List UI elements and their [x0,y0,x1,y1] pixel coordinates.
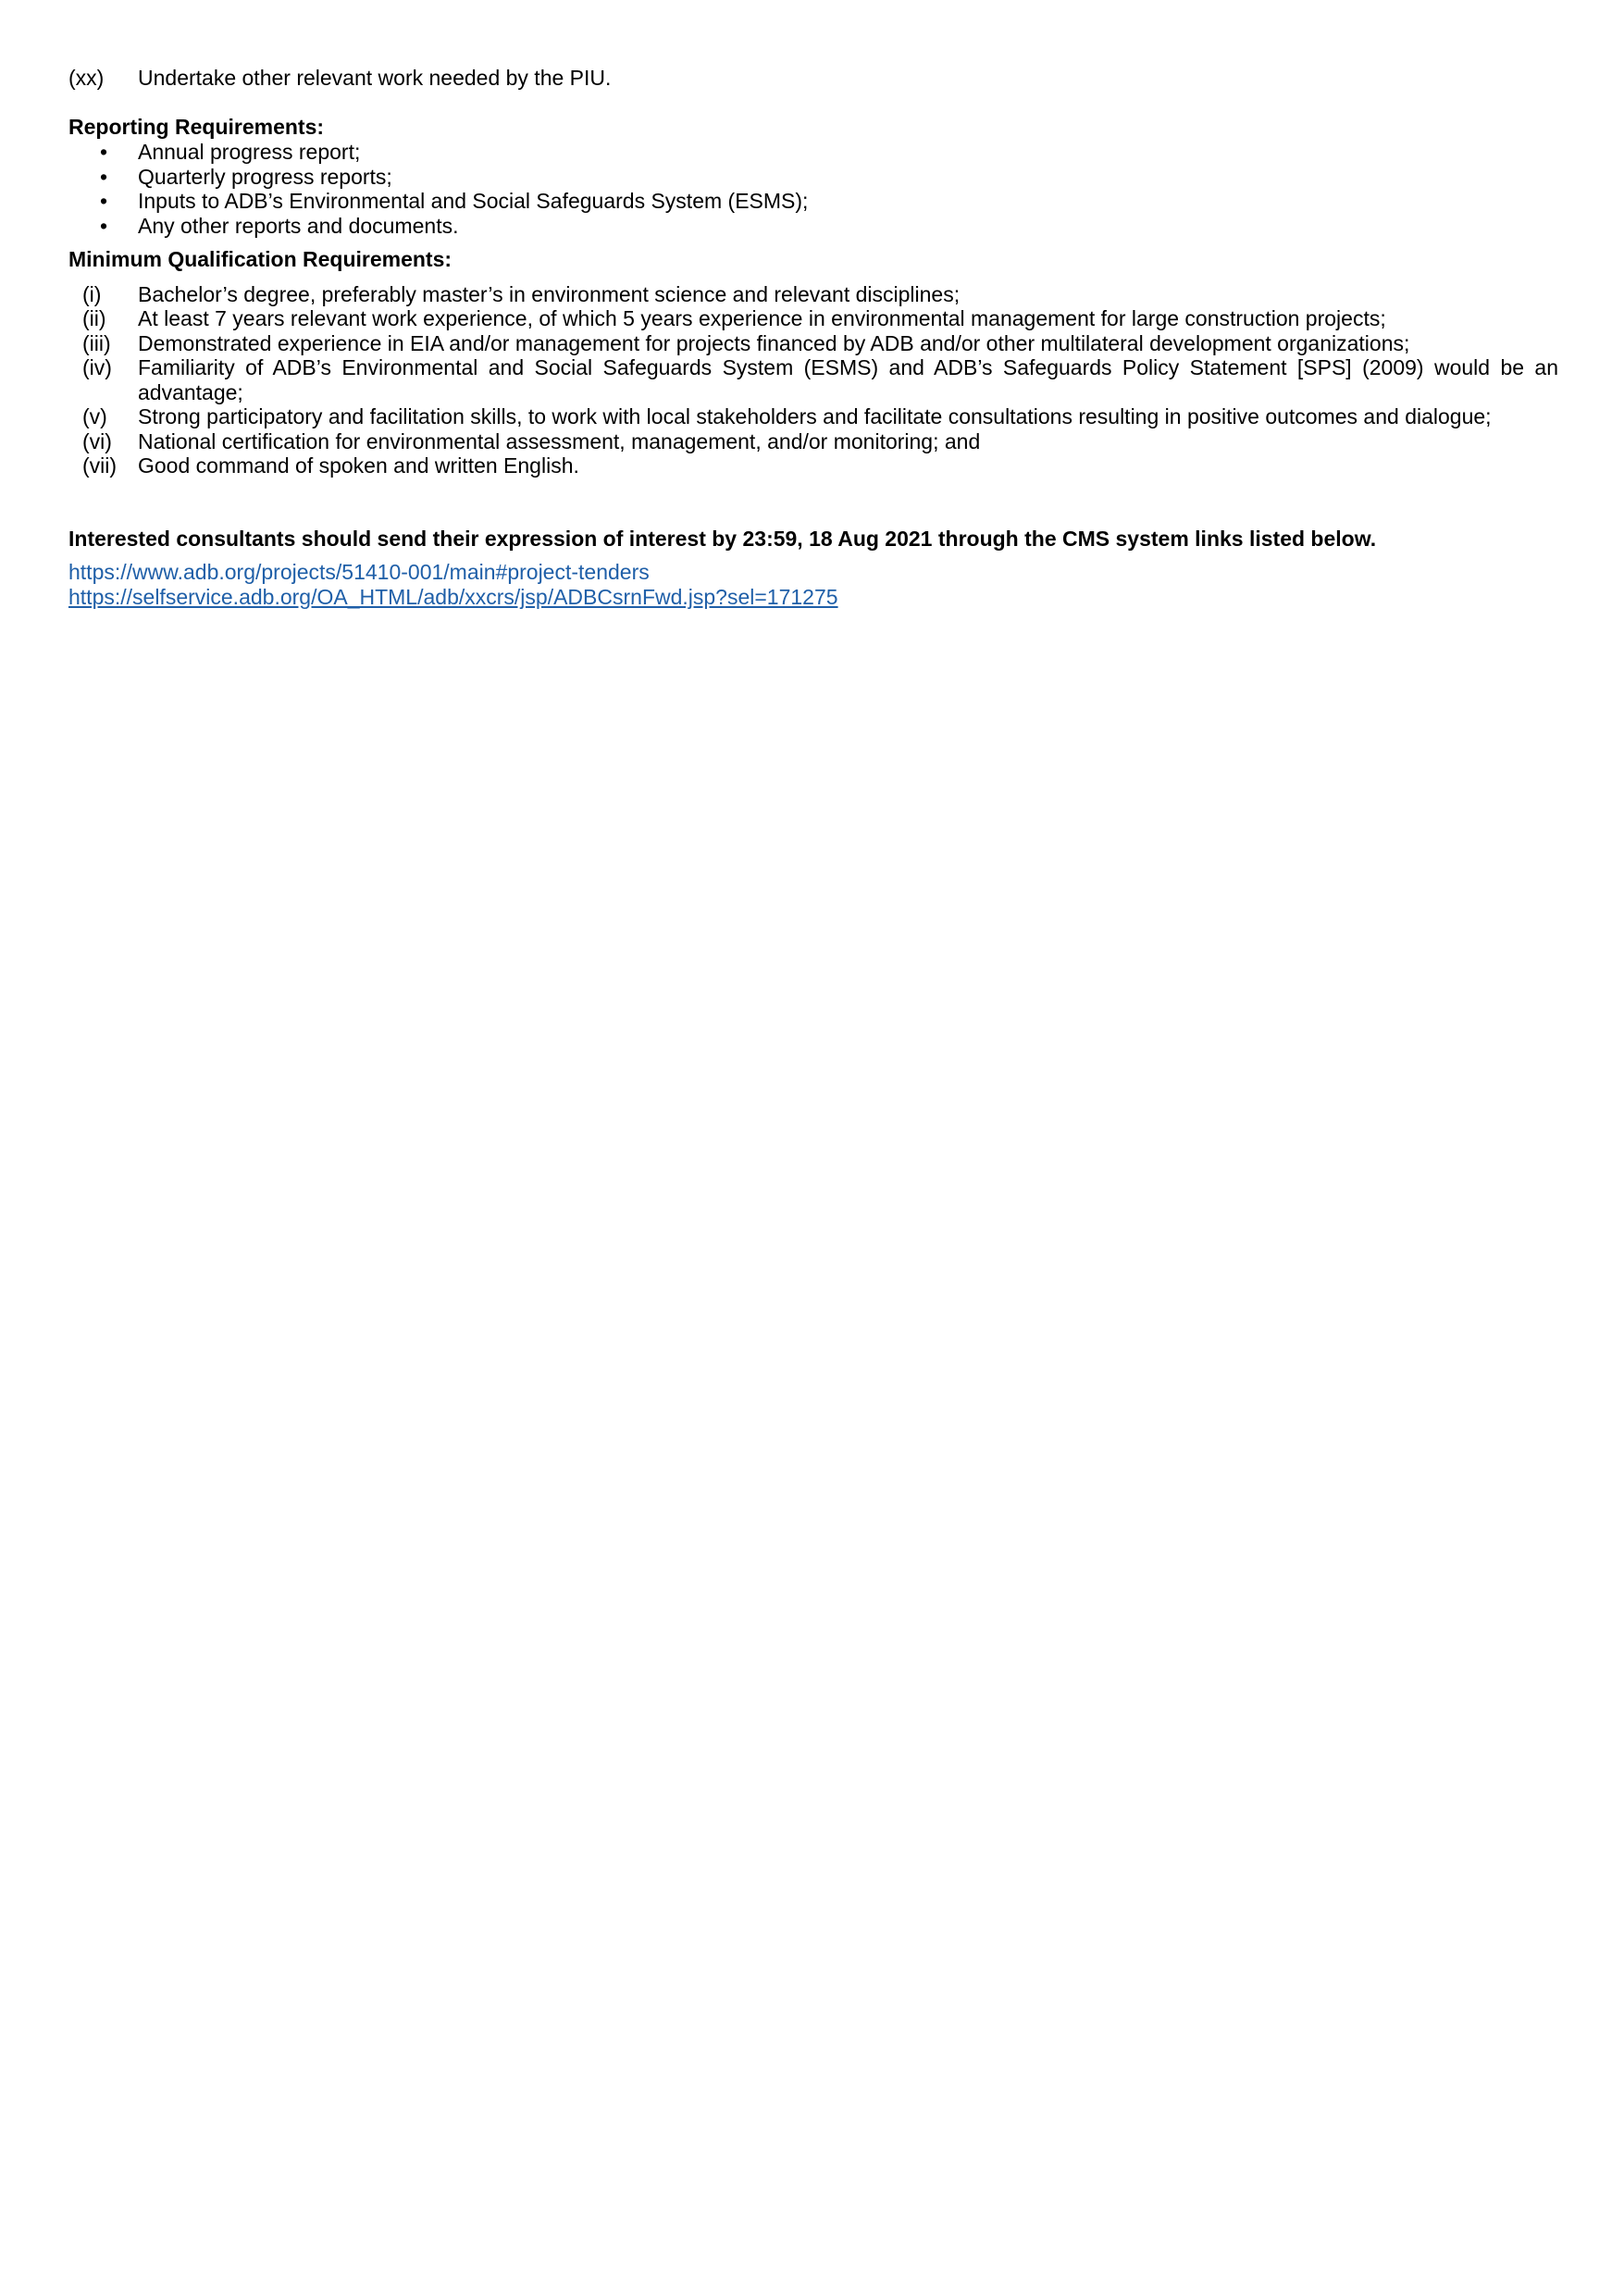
bullet-icon: • [100,213,108,238]
reporting-heading: Reporting Requirements: [68,114,325,139]
list-item: • Any other reports and documents. [68,214,1558,239]
cms-selfservice-link[interactable]: https://selfservice.adb.org/OA_HTML/adb/xxcrs/jsp/ADBCsrnFwd.jsp?sel=171275 [68,584,838,609]
cms-links [68,560,1558,609]
item-number: (iv) [82,355,112,379]
list-item: • Inputs to ADB’s Environmental and Social Safeguards System (ESMS); [68,189,1558,214]
duty-item-xx [68,66,1558,91]
list-item: (iii) Demonstrated experience in EIA and/or management for projects financed by ADB and/or other multilateral development organizations; [68,331,1558,356]
list-item: (ii) At least 7 years relevant work experience, of which 5 years experience in environmental management for large construction projects; [68,306,1558,331]
qualifications-list [68,282,1558,478]
item-number: (ii) [82,306,106,330]
item-number: (iii) [82,330,111,355]
item-number: (vii) [82,453,118,478]
bullet-icon: • [100,164,108,189]
qualifications-heading: Minimum Qualification Requirements: [68,247,452,271]
list-item: (iv) Familiarity of ADB’s Environmental and Social Safeguards System (ESMS) and ADB’s Safeguards Policy Statement [SPS] (2009) would be an advantage; [68,355,1558,404]
list-item: (vi) National certification for environmental assessment, management, and/or monitoring; and [68,429,1558,454]
item-number: (vi) [82,428,112,453]
duty-item-text: Undertake other relevant work needed by the PIU. [138,66,612,90]
list-item: (v) Strong participatory and facilitation skills, to work with local stakeholders and facilitate consultations resulting in positive outcomes and dialogue; [68,404,1558,429]
document-page [68,66,1558,609]
reporting-list [68,140,1558,238]
closing-statement: Interested consultants should send their expression of interest by 23:59, 18 Aug 2021 through the CMS system links listed below. [68,526,1377,551]
duty-item-number: (xx) [68,66,105,90]
bullet-icon: • [100,189,108,213]
list-item: (i) Bachelor’s degree, preferably master’s in environment science and relevant disciplines; [68,282,1558,307]
list-item: • Quarterly progress reports; [68,165,1558,190]
list-item: • Annual progress report; [68,140,1558,165]
item-number: (v) [82,404,107,428]
list-item: (vii) Good command of spoken and written English. [68,453,1558,478]
item-number: (i) [82,281,102,306]
project-tenders-link[interactable]: https://www.adb.org/projects/51410-001/main#project-tenders [68,560,650,584]
bullet-icon: • [100,140,108,164]
